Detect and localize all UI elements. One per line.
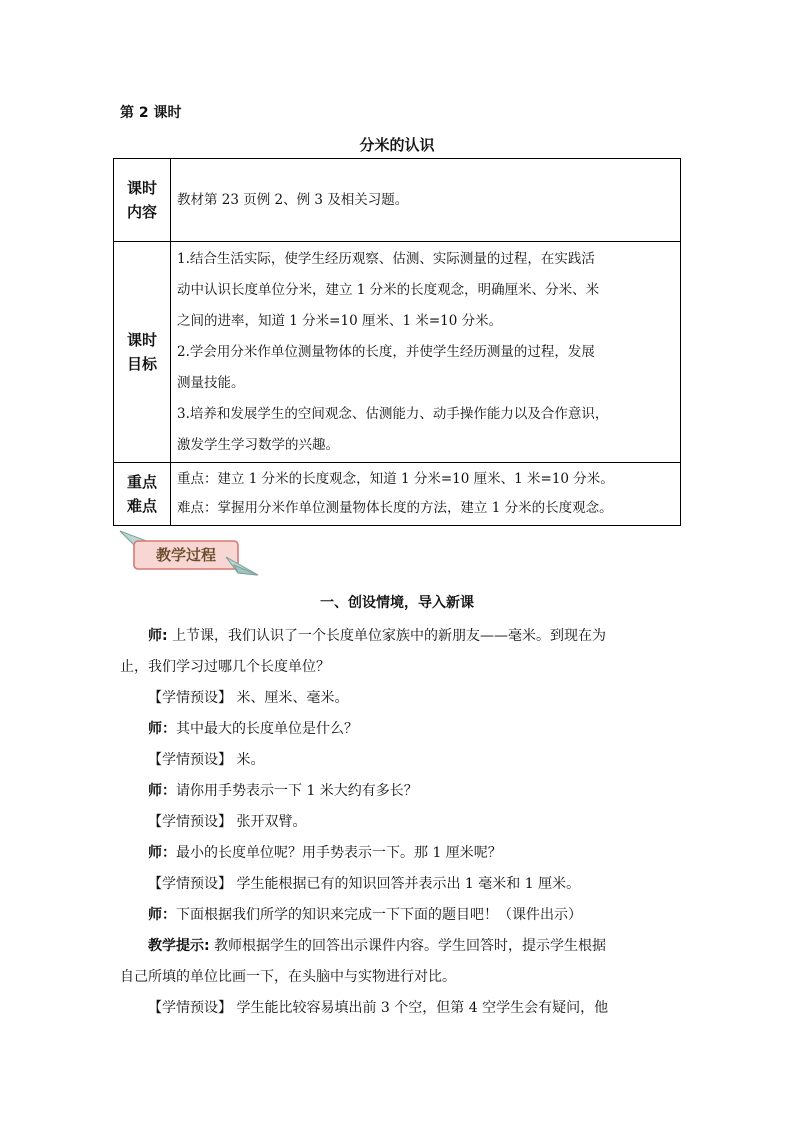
- row-label: 重点 难点: [114, 463, 171, 526]
- speaker-label: 【学情预设】: [148, 876, 232, 892]
- dialogue-paragraph: 【学情预设】 张开双臂。: [148, 814, 307, 830]
- speaker-label: 师：: [148, 845, 176, 861]
- row-label: 课时 内容: [114, 159, 171, 242]
- content-line: 教材第 23 页例 2、例 3 及相关习题。: [177, 191, 409, 208]
- row-content: [171, 159, 681, 242]
- speaker-label: 【学情预设】: [148, 752, 232, 768]
- content-line: 1.结合生活实际，使学生经历观察、估测、实际测量的过程，在实践活: [177, 250, 595, 267]
- content-line: 测量技能。: [177, 374, 245, 391]
- content-line: 难点：掌握用分米作单位测量物体长度的方法，建立 1 分米的长度观念。: [177, 500, 613, 516]
- speaker-label: 师:: [148, 628, 168, 644]
- content-line: 重点：建立 1 分米的长度观念，知道 1 分米=10 厘米、1 米=10 分米。: [177, 471, 614, 487]
- speaker-label: 师：: [148, 783, 176, 799]
- dialogue-paragraph: 师: 上节课，我们认识了一个长度单位家族中的新朋友——毫米。到现在为: [148, 628, 607, 644]
- dialogue-paragraph: 师：下面根据我们所学的知识来完成一下下面的题目吧！（课件出示）: [148, 907, 582, 923]
- dialogue-paragraph: 【学情预设】 米、厘米、毫米。: [148, 690, 349, 706]
- table-row-content: [114, 159, 681, 242]
- row-content: [171, 242, 681, 463]
- dialogue-paragraph: 师：其中最大的长度单位是什么？: [148, 721, 358, 737]
- table-row-objectives: [114, 242, 681, 463]
- banner-label: 教学过程: [155, 546, 217, 564]
- dialogue-paragraph: 【学情预设】 学生能根据已有的知识回答并表示出 1 毫米和 1 厘米。: [148, 876, 581, 892]
- table-row-key-points: [114, 463, 681, 526]
- content-line: 2.学会用分米作单位测量物体的长度，并使学生经历测量的过程，发展: [177, 343, 595, 360]
- dialogue-paragraph: 师：最小的长度单位呢？用手势表示一下。那 1 厘米呢？: [148, 845, 502, 861]
- dialogue-paragraph: 【学情预设】 学生能比较容易填出前 3 个空，但第 4 空学生会有疑问，他: [148, 1000, 609, 1016]
- lesson-number: 第 2 课时: [120, 105, 182, 121]
- speaker-label: 师：: [148, 907, 176, 923]
- dialogue-paragraph: 师：请你用手势表示一下 1 米大约有多长？: [148, 783, 418, 799]
- speaker-label: 教学提示:: [148, 938, 210, 954]
- speaker-label: 【学情预设】: [148, 690, 232, 706]
- teaching-tip-paragraph-continued: 自己所填的单位比画一下，在头脑中与实物进行对比。: [120, 969, 456, 985]
- dialogue-paragraph: 【学情预设】 米。: [148, 752, 265, 768]
- row-label: 课时 目标: [114, 242, 171, 463]
- content-line: 之间的进率，知道 1 分米=10 厘米、1 米=10 分米。: [177, 312, 503, 329]
- teaching-process-banner: [118, 527, 260, 579]
- content-line: 激发学生学习数学的兴趣。: [177, 436, 339, 453]
- speaker-label: 师：: [148, 721, 176, 737]
- teaching-tip-paragraph: 教学提示: 教师根据学生的回答出示课件内容。学生回答时，提示学生根据: [148, 938, 607, 954]
- content-line: 3.培养和发展学生的空间观念、估测能力、动手操作能力以及合作意识，: [177, 405, 609, 422]
- section-heading: 一、创设情境，导入新课: [320, 595, 474, 611]
- speaker-label: 【学情预设】: [148, 814, 232, 830]
- dialogue-paragraph-continued: 止，我们学习过哪几个长度单位？: [120, 659, 330, 675]
- speaker-label: 【学情预设】: [148, 1000, 232, 1016]
- lesson-title: 分米的认识: [359, 136, 435, 154]
- lesson-info-table: [113, 158, 681, 526]
- row-content: [171, 463, 681, 526]
- content-line: 动中认识长度单位分米，建立 1 分米的长度观念，明确厘米、分米、米: [177, 281, 600, 298]
- lesson-body: [120, 621, 680, 1024]
